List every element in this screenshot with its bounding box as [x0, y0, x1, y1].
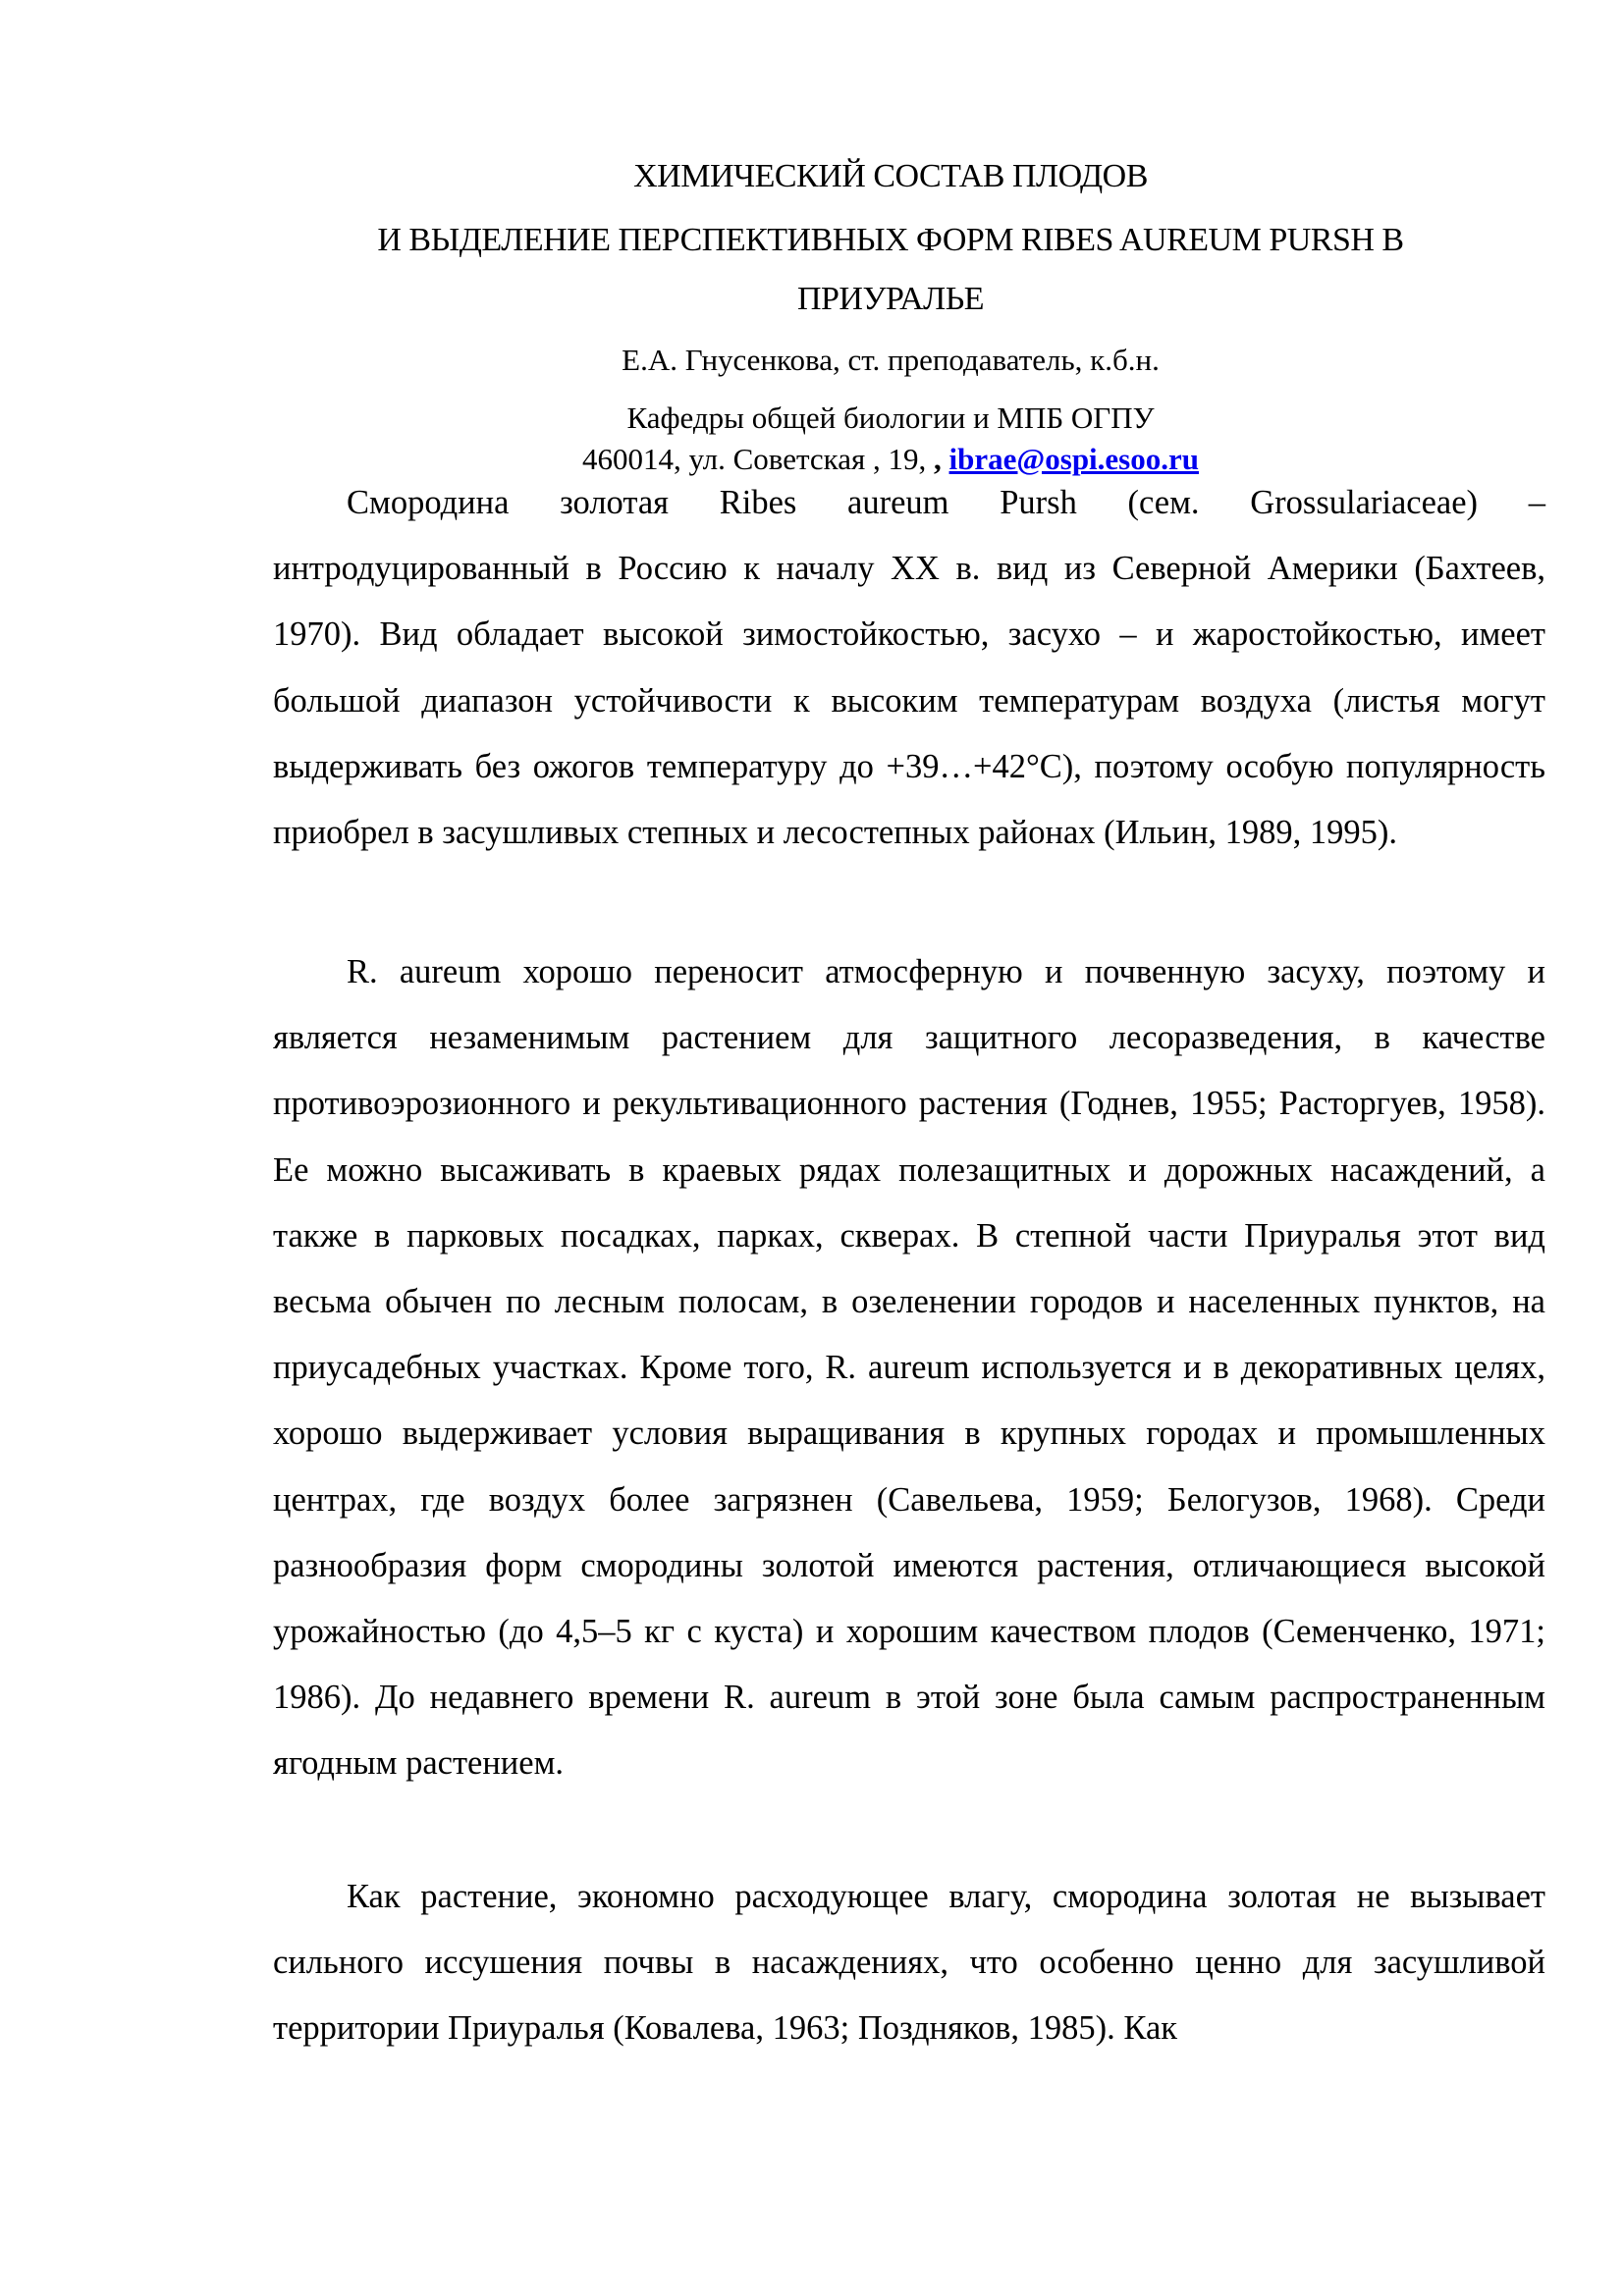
title-line-2: И ВЫДЕЛЕНИЕ ПЕРСПЕКТИВНЫХ ФОРМ RIBES AUREUM PURSH В [377, 222, 1404, 258]
body-paragraph-2-block [273, 939, 1545, 1797]
body-paragraph-3: Как растение, экономно расходующее влагу, смородина золотая не вызывает сильного иссушения почвы в насаждениях, что особенно ценно для засушливой территории Приуралья (Ковалева, 1963; Поздняков, 1985). Как [273, 1878, 1545, 2048]
address-text: 460014, ул. Советская , 19, [582, 442, 935, 476]
title-line-3: ПРИУРАЛЬЕ [796, 281, 985, 317]
affiliation-line: Кафедры общей биологии и МПБ ОГПУ [626, 400, 1155, 435]
body-paragraph-1: Смородина золотая Ribes aureum Pursh (сем. Grossulariaceae) – интродуцированный в Россию к началу XX в. вид из Северной Америки (Бахтеев, 1970). Вид обладает высокой зимостойкостью, засухо – и жаростойкостью, имеет большой диапазон устойчивости к высоким температурам воздуха (листья могут выдерживать без ожогов температуру до +39…+42°С), поэтому особую популярность приобрел в засушливых степных и лесостепных районах (Ильин, 1989, 1995). [273, 484, 1545, 852]
address-separator: , [934, 442, 942, 476]
title-line-1: ХИМИЧЕСКИЙ СОСТАВ ПЛОДОВ [633, 158, 1148, 194]
author-line: Е.А. Гнусенкова, ст. преподаватель, к.б.н. [622, 343, 1160, 377]
body-paragraph-3-block [273, 1864, 1545, 2062]
body-paragraph-1-block [273, 470, 1545, 866]
email-link[interactable]: ibrae@ospi.esoo.ru [948, 442, 1199, 476]
body-paragraph-2: R. aureum хорошо переносит атмосферную и почвенную засуху, поэтому и является незаменимым растением для защитного лесоразведения, в качестве противоэрозионного и рекультивационного растения (Годнев, 1955; Расторгуев, 1958). Ее можно высаживать в краевых рядах полезащитных и дорожных насаждений, а также в парковых посадках, парках, скверах. В степной части Приуралья этот вид весьма обычен по лесным полосам, в озеленении городов и населенных пунктов, на приусадебных участках. Кроме того, R. aureum используется и в декоративных целях, хорошо выдерживает условия выращивания в крупных городах и промышленных центрах, где воздух более загрязнен (Савельева, 1959; Белогузов, 1968). Среди разнообразия форм смородины золотой имеются растения, отличающиеся высокой урожайностью (до 4,5–5 кг с куста) и хорошим качеством плодов (Семенченко, 1971; 1986). До недавнего времени R. aureum в этой зоне была самым распространенным ягодным растением. [273, 953, 1545, 1783]
